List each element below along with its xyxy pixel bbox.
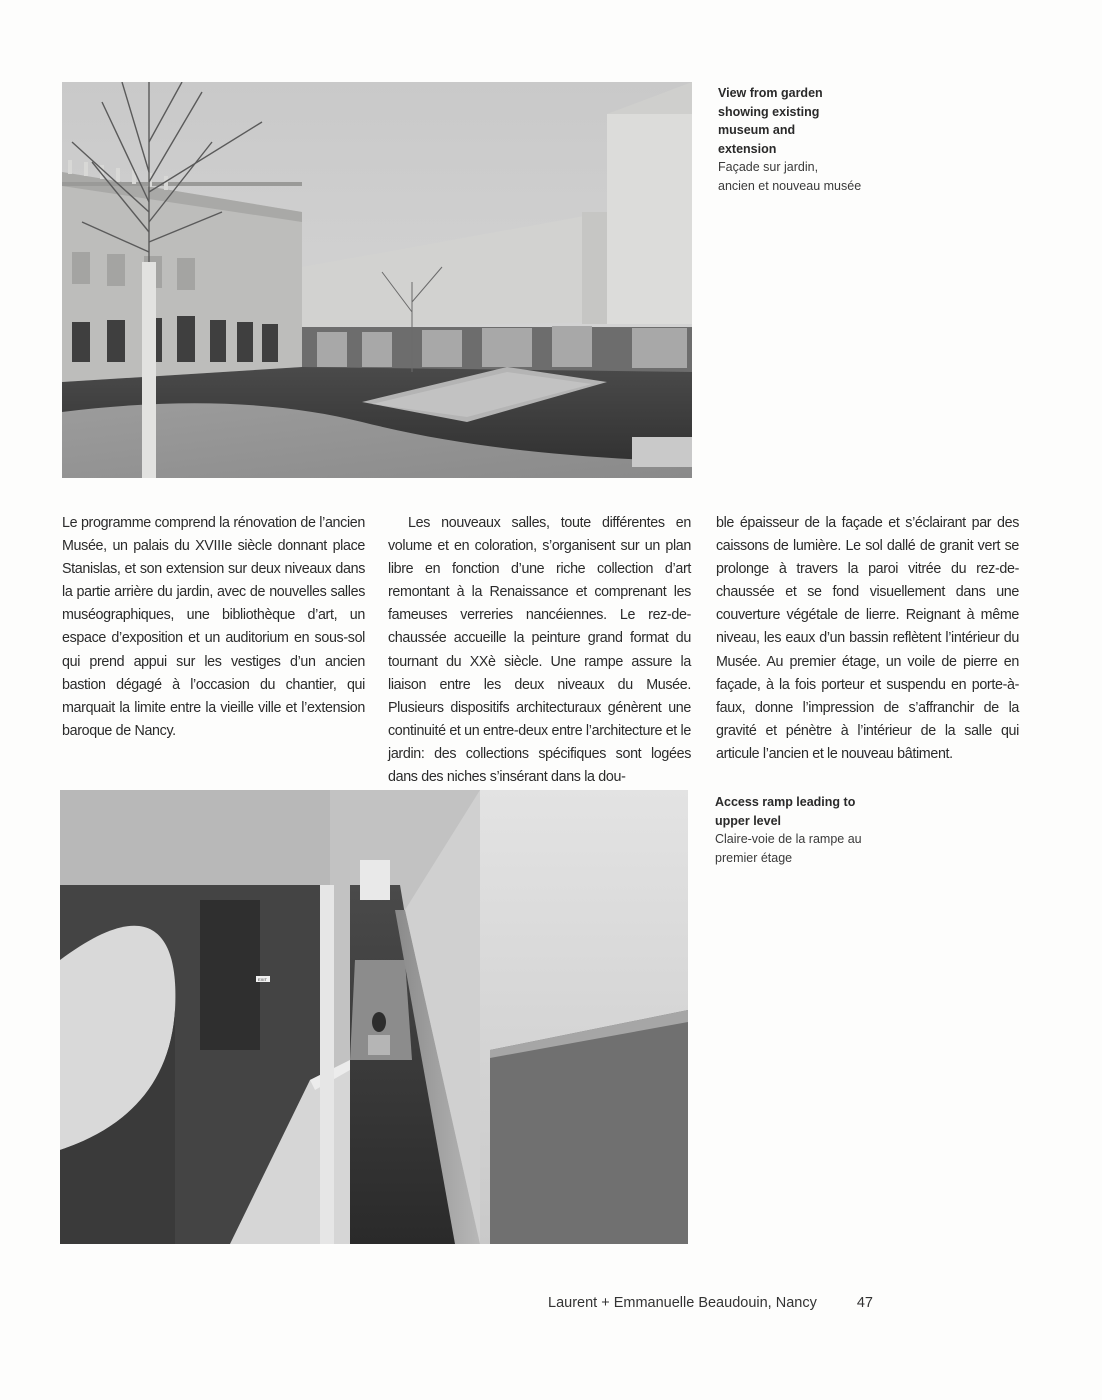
garden-view-photo: [62, 82, 692, 478]
footer-credit: Laurent + Emmanuelle Beaudouin, Nancy: [548, 1295, 817, 1311]
paragraph: Le programme comprend la rénovation de l’ancien Musée, un palais du XVIIIe siècle donnant place Stanislas, et son extension sur deux niveaux dans la partie arrière du jardin, avec de nouvelles salles muséographiques, une bibliothèque d’art, un espace d’exposition et un auditorium en sous-sol qui prend appui sur les vestiges d’un ancien bastion dégagé à l’occasion du chantier, qui marquait la limite entre la vieille ville et l’extension baroque de Nancy.: [62, 515, 365, 739]
page-number: 47: [856, 1295, 873, 1311]
caption-english: Access ramp leading to upper level: [715, 795, 856, 828]
caption-french: Façade sur jardin, ancien et nouveau musée: [718, 160, 862, 193]
exit-sign: EXIT: [258, 977, 267, 982]
paragraph: Les nouveaux salles, toute différentes en volume et en coloration, s’organisent sur un plan libre en fonction d’une riche collection d’art remontant à la Renaissance et comprenant les fameuses verreries nancéiennes. Le rez-de-chaussée accueille la peinture grand format du tournant du XXè siècle. Une rampe assure la liaison entre les deux niveaux du Musée. Plusieurs dispositifs architecturaux génèrent une continuité et un entre-deux entre l’architecture et le jardin: des collections spécifiques sont logées dans des niches s’insérant dans la dou-: [388, 515, 691, 786]
text-column-3: [716, 512, 1019, 766]
page-footer: [548, 1295, 873, 1311]
garden-photo-caption: [718, 84, 888, 195]
text-column-2: [388, 512, 691, 789]
caption-english: View from garden showing existing museum and extension: [718, 86, 823, 156]
access-ramp-photo: [60, 790, 688, 1244]
ramp-photo-caption: [715, 793, 885, 867]
text-column-1: [62, 512, 365, 743]
paragraph: ble épaisseur de la façade et s’éclairant par des caissons de lumière. Le sol dallé de granit vert se prolonge à travers la paroi vitrée du rez-de-chaussée et se fond visuellement dans une couverture végétale de lierre. Reignant à même niveau, les eaux d’un bassin reflètent l’intérieur du Musée. Au premier étage, un voile de pierre en façade, à la fois porteur et suspendu en porte-à-faux, donne l’impression de s’affranchir de la gravité et pénètre à l’intérieur de la salle qui articule l’ancien et le nouveau bâtiment.: [716, 515, 1019, 762]
caption-french: Claire-voie de la rampe au premier étage: [715, 832, 862, 865]
